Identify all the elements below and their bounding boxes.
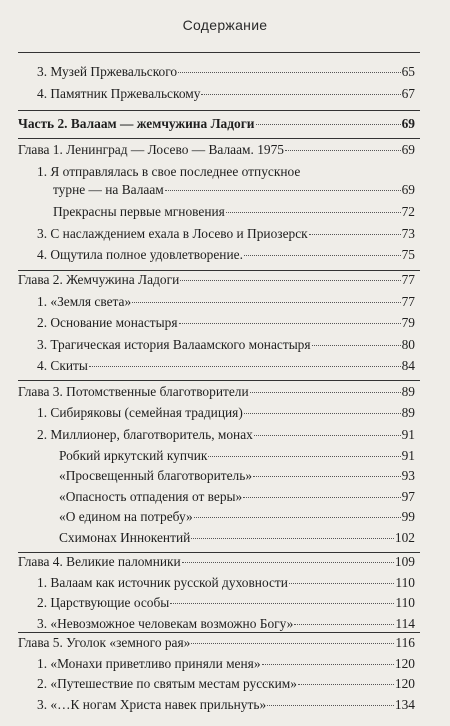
toc-entry-title: 3. Музей Пржевальского [37, 64, 178, 79]
toc-entry-page: 102 [394, 530, 415, 546]
toc-entry-title: Робкий иркутский купчик [59, 447, 208, 463]
toc-entry-title: 1. Сибиряковы (семейная традиция) [37, 405, 243, 421]
toc-entry[interactable] [37, 64, 415, 88]
toc-chapter[interactable] [18, 142, 415, 166]
toc-leader [226, 211, 401, 213]
toc-leader [312, 344, 401, 346]
toc-leader [191, 537, 394, 539]
toc-entry-page: 120 [394, 655, 415, 671]
toc-entry-page: 91 [401, 426, 415, 442]
toc-entry-page: 134 [394, 696, 415, 712]
toc-entry[interactable] [37, 697, 415, 717]
toc-entry-title: 2. Миллионер, благотворитель, монах [37, 426, 253, 442]
toc-leader [132, 301, 400, 303]
toc-entry-page: 110 [395, 574, 415, 590]
toc-entry-title: 4. Ощутила полное удовлетворение. [37, 247, 243, 263]
toc-entry-title: Схимонах Иннокентий [59, 530, 191, 546]
toc-entry-title: Глава 1. Ленинград — Лосево — Валаам. 1975 [18, 142, 285, 158]
toc-entry[interactable] [37, 86, 415, 110]
page-title: Содержание [182, 17, 268, 33]
toc-entry-page: 116 [395, 635, 415, 651]
toc-entry-page: 109 [394, 554, 415, 570]
toc-chapter[interactable] [18, 272, 415, 296]
toc-leader [294, 623, 394, 625]
toc-entry-page: 65 [401, 64, 415, 79]
toc-leader [191, 642, 394, 644]
toc-entry[interactable] [37, 358, 415, 382]
section-rule [18, 380, 420, 381]
toc-entry-page: 72 [401, 204, 415, 220]
toc-entry-first-line: 1. Я отправлялась в свое последнее отпускное [37, 163, 301, 179]
toc-entry-title: «Опасность отпадения от веры» [59, 488, 243, 504]
toc-entry-page: 93 [401, 468, 415, 484]
toc-entry-title: Глава 3. Потомственные благотворители [18, 383, 249, 399]
toc-leader [243, 496, 400, 498]
toc-entry-page: 91 [401, 447, 415, 463]
toc-chapter[interactable] [18, 635, 415, 655]
toc-entry-title: 2. Основание монастыря [37, 315, 178, 331]
toc-entry[interactable] [37, 247, 415, 271]
toc-entry[interactable] [37, 315, 415, 339]
toc-entry-page: 69 [401, 181, 415, 197]
toc-entry-title: 4. Памятник Пржевальскому [37, 85, 201, 101]
toc-leader [262, 663, 394, 665]
toc-entry-title: 4. Скиты [37, 358, 88, 374]
section-rule [18, 270, 420, 271]
toc-entry-page: 75 [401, 247, 415, 263]
toc-subentry[interactable] [59, 530, 415, 554]
toc-leader [165, 189, 401, 191]
toc-entry[interactable] [37, 294, 415, 318]
header-rule [18, 52, 420, 53]
toc-entry-page: 84 [401, 358, 415, 374]
toc-chapter[interactable] [18, 384, 415, 408]
toc-entry[interactable] [53, 204, 415, 228]
toc-entry-title: 1. «Земля света» [37, 293, 132, 309]
toc-entry[interactable] [53, 182, 415, 206]
toc-entry-title: 2. «Путешествие по святым местам русским» [37, 676, 297, 692]
toc-leader [170, 602, 394, 604]
toc-entry-page: 73 [401, 225, 415, 241]
toc-entry-page: 79 [401, 315, 415, 331]
toc-entry-page: 89 [401, 383, 415, 399]
toc-entry-title: Часть 2. Валаам — жемчужина Ладоги [18, 116, 255, 132]
toc-leader [250, 391, 401, 393]
section-rule [18, 110, 420, 111]
toc-leader [89, 365, 401, 367]
toc-leader [244, 254, 401, 256]
toc-entry-page: 97 [401, 488, 415, 504]
toc-entry-page: 99 [401, 509, 415, 525]
toc-entry-page: 77 [401, 293, 415, 309]
toc-leader [201, 93, 400, 95]
toc-part-heading[interactable] [18, 116, 415, 140]
toc-entry[interactable] [37, 226, 415, 250]
toc-leader [254, 434, 401, 436]
toc-entry-title: 3. С наслаждением ехала в Лосево и Приозерск [37, 225, 308, 241]
toc-entry-title: Глава 4. Великие паломники [18, 554, 181, 570]
toc-entry-title: Прекрасны первые мгновения [53, 204, 225, 220]
toc-entry-title: 3. «Невозможное человекам возможно Богу» [37, 616, 294, 632]
toc-leader [194, 516, 401, 518]
toc-entry[interactable] [37, 656, 415, 676]
toc-leader [285, 149, 401, 151]
toc-entry-page: 77 [401, 272, 415, 288]
toc-entry-page: 67 [401, 85, 415, 101]
toc-entry-page: 80 [401, 336, 415, 352]
toc-entry-page: 89 [401, 405, 415, 421]
toc-entry-title: «О едином на потребу» [59, 509, 193, 525]
toc-leader [289, 582, 394, 584]
section-rule [18, 552, 420, 553]
toc-entry-title: «Просвещенный благотворитель» [59, 468, 253, 484]
toc-leader [179, 322, 401, 324]
toc-entry-title: 1. «Монахи приветливо приняли меня» [37, 655, 261, 671]
toc-entry-title: Глава 2. Жемчужина Ладоги [18, 272, 180, 288]
section-rule [18, 632, 420, 633]
toc-entry-title: 1. Валаам как источник русской духовности [37, 574, 288, 590]
toc-leader [208, 455, 400, 457]
toc-entry[interactable] [37, 405, 415, 429]
toc-leader [178, 71, 401, 73]
toc-entry-title: 3. Трагическая история Валаамского монастыря [37, 336, 311, 352]
toc-leader [180, 279, 400, 281]
toc-entry-page: 69 [401, 116, 415, 132]
toc-entry-page: 110 [395, 595, 415, 611]
toc-entry-title: Глава 5. Уголок «земного рая» [18, 635, 191, 651]
toc-leader [309, 233, 401, 235]
toc-entry[interactable] [37, 676, 415, 696]
toc-entry-continuation: турне — на Валаам [53, 181, 164, 197]
toc-leader [298, 683, 394, 685]
toc-leader [253, 475, 401, 477]
toc-leader [267, 704, 394, 706]
toc-entry-title: 3. «…К ногам Христа навек прильнуть» [37, 696, 267, 712]
toc-entry-page: 114 [395, 616, 415, 632]
toc-leader [244, 412, 401, 414]
toc-leader [256, 123, 401, 125]
toc-entry[interactable] [37, 337, 415, 361]
toc-entry-page: 120 [394, 676, 415, 692]
toc-leader [182, 561, 394, 563]
toc-entry-page: 69 [401, 142, 415, 158]
toc-entry-title: 2. Царствующие особы [37, 595, 170, 611]
section-rule [18, 138, 420, 139]
